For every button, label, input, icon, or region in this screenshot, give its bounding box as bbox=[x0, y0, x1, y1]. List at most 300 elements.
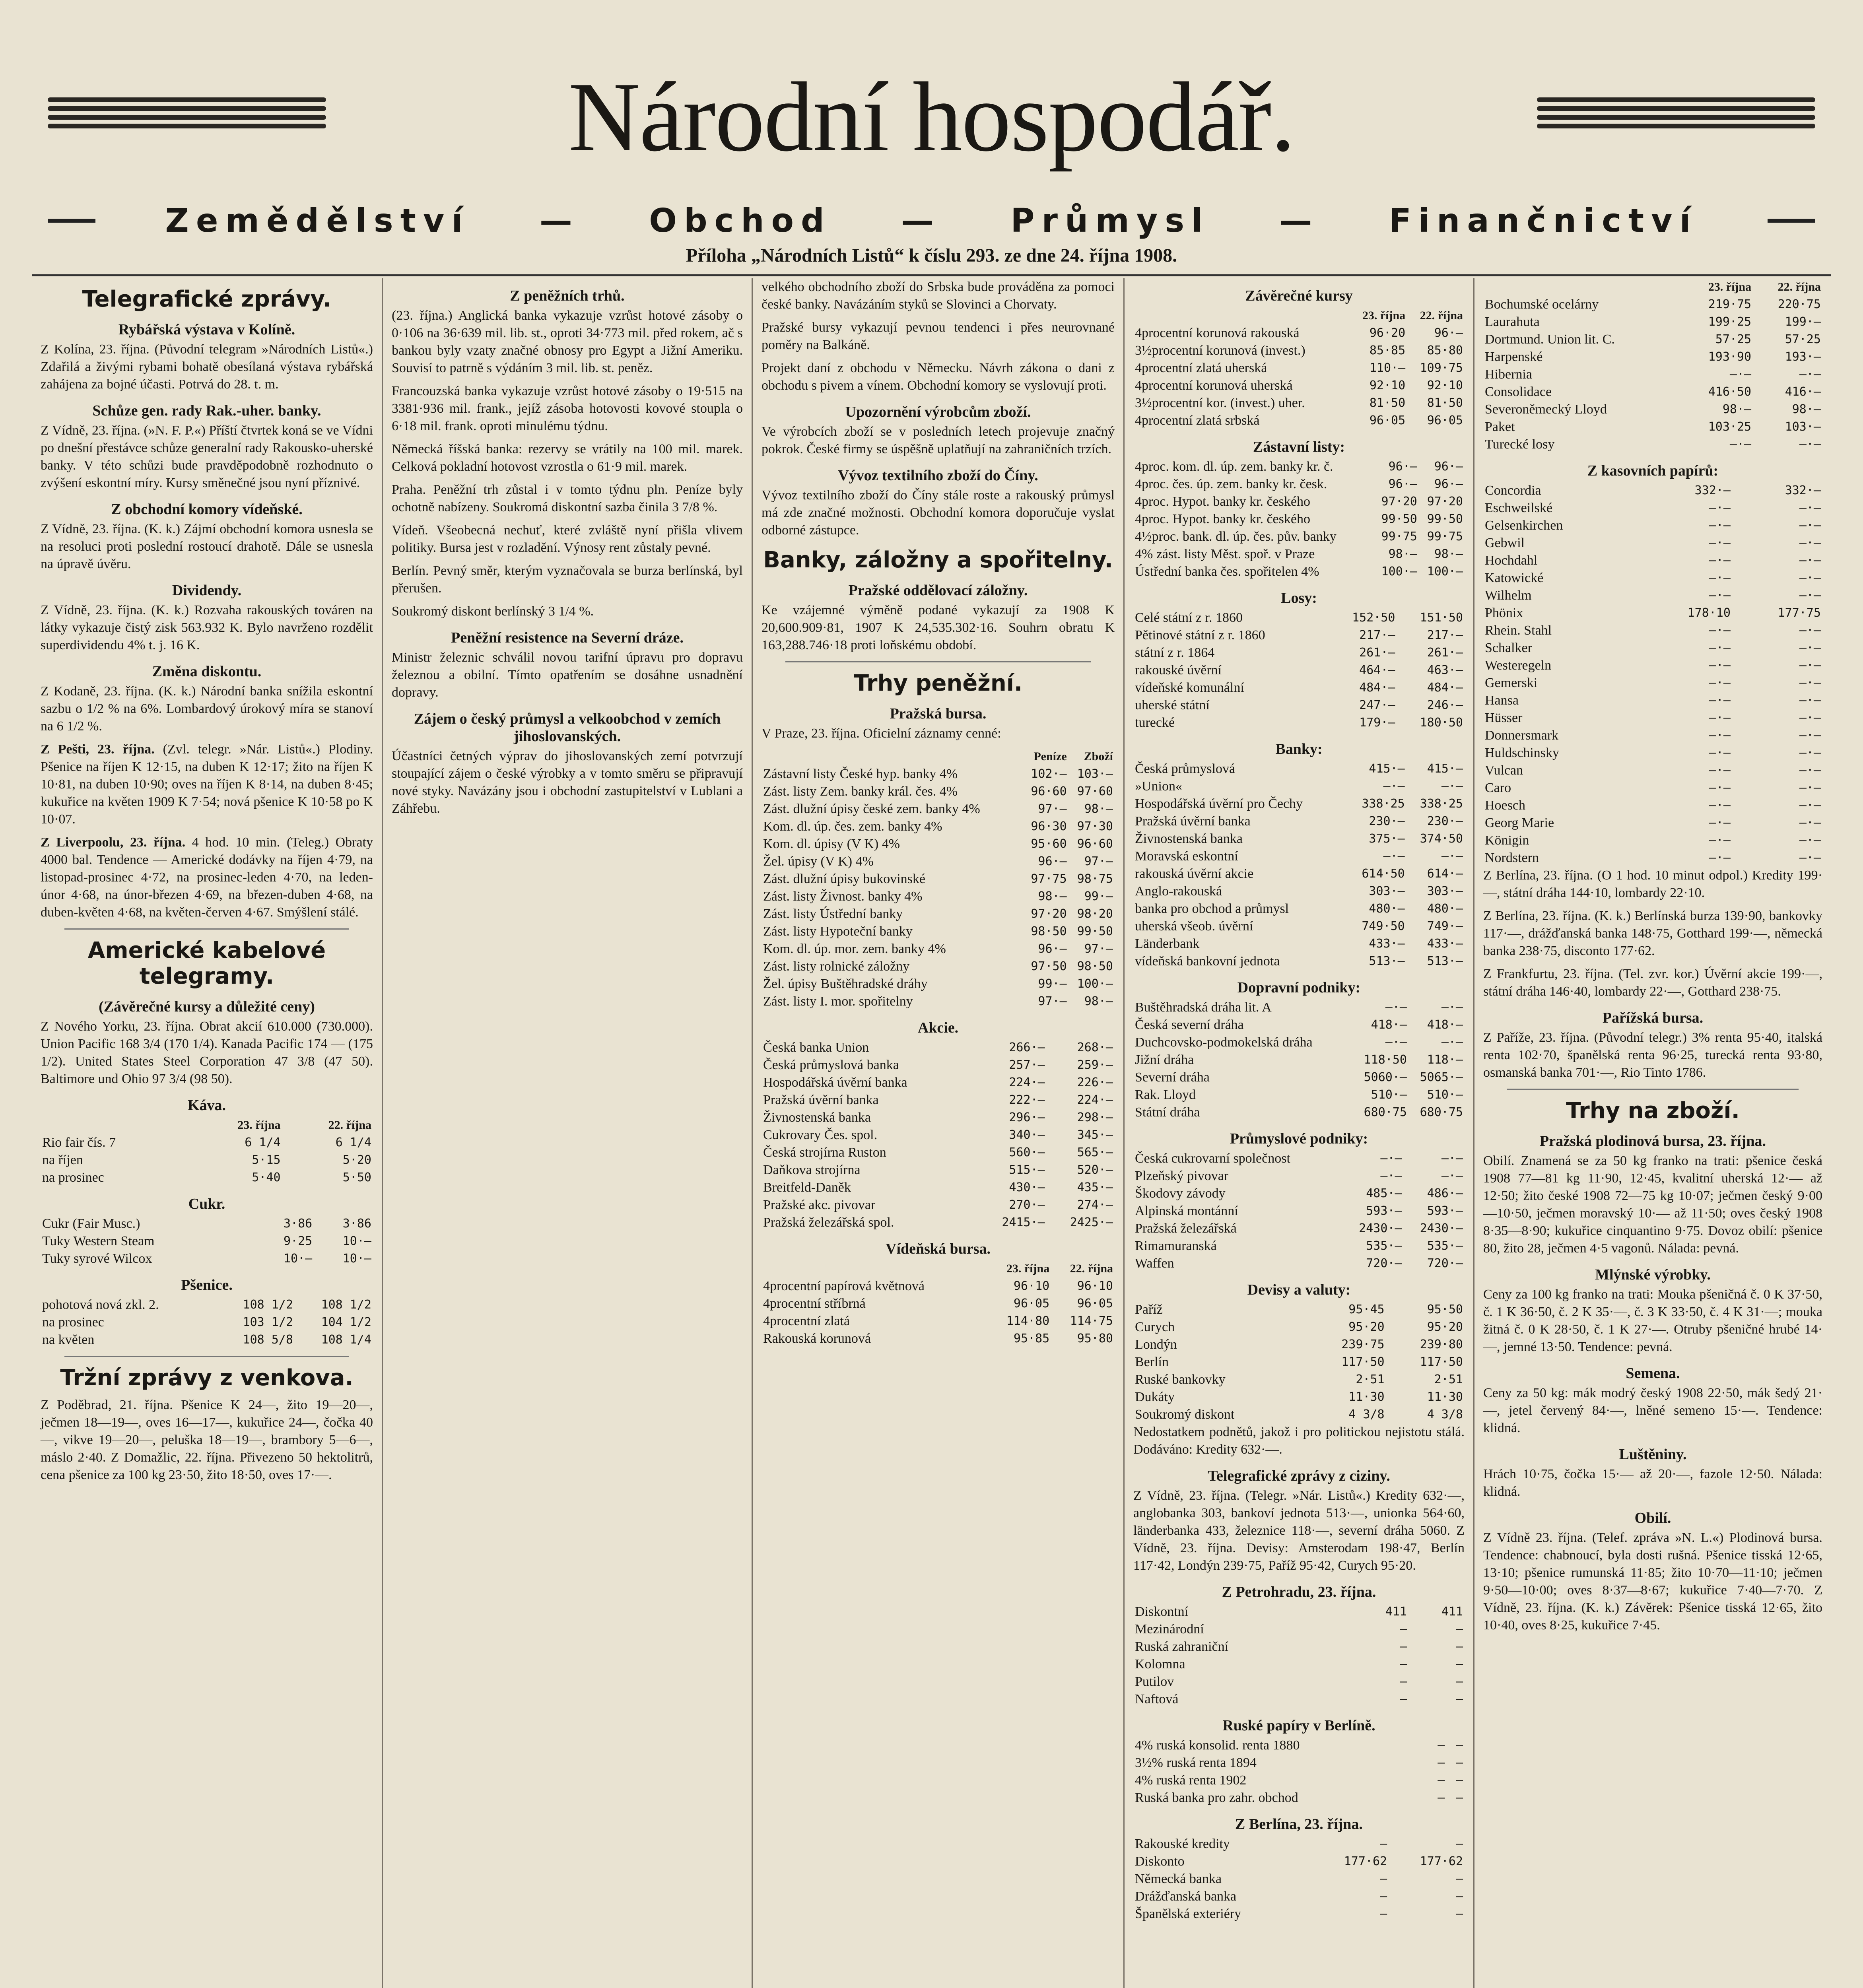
col-header: Zboží bbox=[1084, 750, 1113, 763]
section-rule bbox=[48, 219, 95, 223]
row-value: 118·— bbox=[1427, 1053, 1463, 1067]
table-row bbox=[1133, 1034, 1465, 1051]
row-value: 10·— bbox=[283, 1252, 313, 1266]
row-value: 5065·— bbox=[1420, 1070, 1463, 1084]
row-value: —·— bbox=[1441, 779, 1463, 793]
row-value: — bbox=[1455, 1640, 1463, 1654]
row-value: 99·— bbox=[1084, 889, 1113, 903]
news-lead: Z Liverpoolu, 23. října. bbox=[41, 835, 186, 850]
row-value: —·— bbox=[1709, 676, 1731, 690]
row-label: Berlín bbox=[1135, 1355, 1169, 1369]
table-header-row bbox=[762, 748, 1115, 765]
row-value: 411 bbox=[1385, 1605, 1407, 1619]
row-label: 3½procentní kor. (invest.) uher. bbox=[1135, 396, 1305, 410]
row-label: na prosinec bbox=[42, 1315, 104, 1330]
table-row bbox=[1133, 1905, 1465, 1923]
article-heading: Pražská plodinová bursa, 23. října. bbox=[1539, 1133, 1766, 1149]
article-paragraph: Z Vídně, 23. října. (Telegr. »Nár. Listů«.) Kredity 632·—, anglobanka 303, bankoví jednota 513·—, unionka 564·60, länderbanka 433, železnice 118·—, severní dráha 5060. Z Vídně, 23. října. Devisy: Amsterodam 198·47, Berlín 117·42, Londýn 239·75, Paříž 95·42, Curych 95·20. bbox=[1133, 1488, 1465, 1573]
row-label: Gebwil bbox=[1485, 536, 1525, 550]
article-heading: Telegrafické zprávy z ciziny. bbox=[1208, 1468, 1390, 1484]
row-label: na květen bbox=[42, 1332, 95, 1347]
row-value: 418·— bbox=[1427, 1018, 1463, 1032]
table-row bbox=[762, 1277, 1115, 1295]
row-value: 247·— bbox=[1359, 698, 1395, 712]
masthead-title: Národní hospodář. bbox=[568, 62, 1295, 172]
table-row bbox=[1483, 348, 1822, 366]
wheat-table bbox=[41, 1296, 373, 1349]
table-header-row bbox=[762, 1260, 1115, 1277]
row-label: Donnersmark bbox=[1485, 728, 1559, 743]
column-3 bbox=[752, 278, 1123, 1988]
row-value: — bbox=[1455, 1738, 1463, 1752]
row-value: 98·50 bbox=[1031, 924, 1067, 938]
row-value: 96·20 bbox=[1369, 326, 1406, 340]
row-value: —·— bbox=[1709, 711, 1731, 725]
row-label: Živnostenská banka bbox=[763, 1110, 871, 1125]
table-row bbox=[762, 870, 1115, 888]
row-value: 98·— bbox=[1792, 402, 1821, 416]
row-value: 9·25 bbox=[283, 1234, 313, 1248]
row-value: — bbox=[1399, 1692, 1407, 1706]
row-value: —·— bbox=[1441, 1035, 1463, 1049]
row-value: 10·— bbox=[342, 1252, 371, 1266]
currencies-table bbox=[1133, 1301, 1465, 1423]
row-label: Paket bbox=[1485, 419, 1515, 434]
table-row bbox=[1483, 657, 1822, 674]
row-value: 2·51 bbox=[1434, 1373, 1463, 1386]
row-value: 416·— bbox=[1785, 385, 1821, 399]
table-row bbox=[1133, 493, 1465, 511]
row-label: 4procentní papírová květnová bbox=[763, 1279, 925, 1293]
row-value: 5060·— bbox=[1364, 1070, 1407, 1084]
table-row bbox=[1483, 604, 1822, 622]
row-label: Severoněmecký Lloyd bbox=[1485, 402, 1607, 417]
row-value: 416·50 bbox=[1708, 385, 1752, 399]
row-value: — bbox=[1455, 1657, 1463, 1671]
row-value: 226·— bbox=[1077, 1076, 1113, 1089]
column-2 bbox=[382, 278, 752, 1988]
row-label: Severní dráha bbox=[1135, 1070, 1210, 1085]
row-value: 5·20 bbox=[342, 1153, 371, 1167]
section-dash: — bbox=[1279, 202, 1319, 240]
row-value: 230·— bbox=[1427, 814, 1463, 828]
row-value: —·— bbox=[1709, 781, 1731, 795]
row-value: 332·— bbox=[1694, 483, 1731, 497]
table-row bbox=[1483, 499, 1822, 517]
row-value: 96·— bbox=[1434, 460, 1463, 474]
table-row bbox=[762, 1295, 1115, 1312]
banks-table bbox=[1133, 760, 1465, 970]
table-row bbox=[1133, 679, 1465, 697]
article-paragraph: Z Paříže, 23. října. (Původní telegr.) 3% renta 95·40, italská renta 102·70, španělská renta 96·25, turecká renta 93·80, osmanská banka 701·—, Rio Tinto 1786. bbox=[1483, 1030, 1822, 1080]
row-label: Česká průmyslová banka bbox=[763, 1058, 899, 1072]
row-value: 593·— bbox=[1427, 1204, 1463, 1218]
row-value: —·— bbox=[1799, 693, 1821, 707]
row-value: —·— bbox=[1380, 1169, 1402, 1183]
table-row bbox=[762, 958, 1115, 975]
table-caption: Banky: bbox=[1275, 741, 1323, 757]
row-value: 96·— bbox=[1434, 326, 1463, 340]
row-value: 270·— bbox=[1009, 1198, 1045, 1212]
row-value: —·— bbox=[1709, 658, 1731, 672]
table-row bbox=[1483, 744, 1822, 762]
row-value: 95·50 bbox=[1427, 1303, 1463, 1316]
row-value: 85·80 bbox=[1427, 344, 1463, 357]
table-row bbox=[762, 905, 1115, 923]
table-row bbox=[1483, 709, 1822, 727]
row-value: — bbox=[1438, 1773, 1445, 1787]
row-value: 680·75 bbox=[1420, 1105, 1463, 1119]
row-label: Pražská železářská bbox=[1135, 1221, 1237, 1236]
row-value: 433·— bbox=[1369, 937, 1405, 951]
article-paragraph: (23. října.) Anglická banka vykazuje vzrůst hotové zásoby o 0·106 na 36·639 mil. lib. st., oproti 34·773 mil. před rokem, ač s bankou byly vzaty značné obnosy pro Egypt a Jižní Ameriku. Souvisí to patrně s výdáním 3 mil. lib. st. peněz. bbox=[392, 308, 743, 375]
row-label: Concordia bbox=[1485, 483, 1541, 498]
berlin-shares-table bbox=[1483, 278, 1822, 453]
table-row bbox=[1483, 482, 1822, 499]
table-row bbox=[762, 853, 1115, 870]
table-header-row bbox=[41, 1116, 373, 1134]
row-label: Caro bbox=[1485, 780, 1511, 795]
row-label: Zást. listy Hypoteční banky bbox=[763, 924, 913, 939]
row-value: —·— bbox=[1799, 676, 1821, 690]
row-value: 96·— bbox=[1434, 477, 1463, 491]
section-agriculture: Zemědělství bbox=[165, 202, 470, 240]
row-label: Zástavní listy České hyp. banky 4% bbox=[763, 767, 958, 781]
row-label: vídeňské komunální bbox=[1135, 680, 1244, 695]
row-value: 102·— bbox=[1031, 767, 1067, 781]
table-row bbox=[1133, 1301, 1465, 1318]
row-value: 96·10 bbox=[1013, 1279, 1050, 1293]
row-value: 97·30 bbox=[1077, 819, 1113, 833]
table-row bbox=[1483, 366, 1822, 383]
row-value: — bbox=[1399, 1622, 1407, 1636]
row-value: 180·50 bbox=[1420, 716, 1463, 730]
table-row bbox=[1133, 359, 1465, 377]
row-label: 4procentní korunová uherská bbox=[1135, 378, 1293, 393]
row-value: —·— bbox=[1380, 1151, 1402, 1165]
row-value: —·— bbox=[1709, 746, 1731, 760]
table-row bbox=[1133, 1255, 1465, 1272]
row-value: 220·75 bbox=[1778, 297, 1821, 311]
row-label: Státní dráha bbox=[1135, 1105, 1200, 1120]
article-paragraph: Německá říšská banka: rezervy se vrátily na 100 mil. marek. Celková pokladní hotovost vzrostla o 61·9 mil. marek. bbox=[392, 442, 743, 474]
row-value: 98·— bbox=[1084, 994, 1113, 1008]
row-value: 103·25 bbox=[1708, 420, 1752, 434]
table-row bbox=[762, 818, 1115, 835]
row-label: Hoesch bbox=[1485, 798, 1525, 813]
row-label: Pětinové státní z r. 1860 bbox=[1135, 628, 1265, 643]
table-caption: Cukr. bbox=[188, 1196, 225, 1212]
table-row bbox=[762, 1330, 1115, 1347]
row-value: —·— bbox=[1799, 536, 1821, 550]
row-value: —·— bbox=[1441, 1000, 1463, 1014]
row-value: 96·— bbox=[1038, 942, 1067, 956]
row-value: 298·— bbox=[1077, 1110, 1113, 1124]
table-row bbox=[1483, 622, 1822, 639]
row-value: —·— bbox=[1709, 763, 1731, 777]
table-row bbox=[1483, 383, 1822, 401]
row-label: Gelsenkirchen bbox=[1485, 518, 1563, 533]
row-label: Breitfeld-Daněk bbox=[763, 1180, 851, 1195]
table-row bbox=[762, 1179, 1115, 1196]
row-value: —·— bbox=[1385, 1000, 1407, 1014]
row-value: 464·— bbox=[1359, 663, 1395, 677]
table-row bbox=[1133, 1638, 1465, 1656]
row-value: —·— bbox=[1799, 501, 1821, 515]
table-row bbox=[762, 1056, 1115, 1074]
table-row bbox=[1133, 1016, 1465, 1034]
table-row bbox=[1133, 644, 1465, 662]
article-paragraph: Ceny za 50 kg: mák modrý český 1908 22·50, mák šedý 21·—, jetel červený 84·—, lněné semeno 15·—. Tendence: klidná. bbox=[1483, 1386, 1822, 1435]
row-value: 95·85 bbox=[1013, 1332, 1050, 1345]
row-label: Česká průmyslová bbox=[1135, 761, 1236, 776]
row-value: 415·— bbox=[1427, 762, 1463, 776]
row-label: Živnostenská banka bbox=[1135, 831, 1243, 846]
row-label: Cukr (Fair Musc.) bbox=[42, 1216, 140, 1231]
row-label: Phönix bbox=[1485, 606, 1523, 620]
row-value: 257·— bbox=[1009, 1058, 1045, 1072]
table-row bbox=[1483, 674, 1822, 692]
row-label: pohotová nová zkl. 2. bbox=[42, 1297, 159, 1312]
row-value: —·— bbox=[1729, 437, 1752, 451]
row-value: 81·50 bbox=[1427, 396, 1463, 410]
row-value: 332·— bbox=[1785, 483, 1821, 497]
table-row bbox=[1133, 1051, 1465, 1069]
row-label: Bochumské ocelárny bbox=[1485, 297, 1599, 312]
table-row bbox=[1133, 760, 1465, 778]
article-paragraph: Projekt daní z obchodu v Německu. Návrh zákona o dani z obchodu s pivem a vínem. Obchodní komory se vyslovují proti. bbox=[762, 361, 1115, 393]
table-row bbox=[1483, 727, 1822, 744]
row-value: —·— bbox=[1799, 781, 1821, 795]
row-value: 177·75 bbox=[1778, 606, 1821, 620]
row-label: Vulcan bbox=[1485, 763, 1523, 778]
table-row bbox=[1483, 797, 1822, 814]
row-value: —·— bbox=[1799, 571, 1821, 585]
row-value: 193·90 bbox=[1708, 350, 1752, 364]
row-label: Kolomna bbox=[1135, 1657, 1185, 1672]
table-row bbox=[1483, 814, 1822, 832]
row-value: 11·30 bbox=[1427, 1390, 1463, 1404]
row-label: turecké bbox=[1135, 715, 1175, 730]
row-label: Rak. Lloyd bbox=[1135, 1087, 1196, 1102]
divider bbox=[785, 661, 1091, 662]
row-label: 3½procentní korunová (invest.) bbox=[1135, 343, 1305, 358]
article-heading: Upozornění výrobcům zboží. bbox=[845, 404, 1031, 420]
article-heading: Pražské oddělovací záložny. bbox=[848, 582, 1028, 599]
table-row bbox=[1133, 900, 1465, 918]
table-row bbox=[1133, 394, 1465, 412]
row-label: 4proc. kom. dl. úp. zem. banky kr. č. bbox=[1135, 459, 1333, 474]
table-caption: Pšenice. bbox=[181, 1277, 233, 1293]
row-value: 100·— bbox=[1381, 565, 1417, 579]
row-value: 535·— bbox=[1427, 1239, 1463, 1253]
article-paragraph: Vývoz textilního zboží do Číny stále roste a rakouský průmysl má zde značné možnosti. Obchodní komora doporučuje vyslat odborné zástupce. bbox=[762, 488, 1115, 538]
berlin-table bbox=[1133, 1835, 1465, 1923]
table-row bbox=[1483, 331, 1822, 348]
table-row bbox=[1133, 1353, 1465, 1371]
supplement-line: Příloha „Národních Listů“ k číslu 293. ze dne 24. října 1908. bbox=[686, 245, 1177, 266]
table-row bbox=[1133, 563, 1465, 580]
row-value: —·— bbox=[1441, 1151, 1463, 1165]
row-value: 81·50 bbox=[1369, 396, 1406, 410]
row-value: 152·50 bbox=[1352, 611, 1395, 625]
row-value: 118·50 bbox=[1364, 1053, 1407, 1067]
row-label: Kom. dl. úp. čes. zem. banky 4% bbox=[763, 819, 942, 834]
row-label: Zást. listy Živnost. banky 4% bbox=[763, 889, 923, 904]
table-row bbox=[1133, 1835, 1465, 1853]
row-value: — bbox=[1455, 1791, 1463, 1805]
row-label: Pražská železářská spol. bbox=[763, 1215, 894, 1230]
table-row bbox=[1133, 883, 1465, 900]
table-row bbox=[1133, 918, 1465, 935]
table-caption: Káva. bbox=[187, 1097, 226, 1114]
table-row bbox=[762, 993, 1115, 1010]
row-value: 97·— bbox=[1038, 994, 1067, 1008]
table-caption: Z Petrohradu, 23. října. bbox=[1222, 1584, 1376, 1600]
row-label: Huldschinsky bbox=[1485, 746, 1559, 760]
table-row bbox=[762, 765, 1115, 783]
table-row bbox=[1483, 296, 1822, 313]
row-value: —·— bbox=[1799, 763, 1821, 777]
row-label: rakouská úvěrní akcie bbox=[1135, 866, 1254, 881]
table-row bbox=[1133, 528, 1465, 546]
row-value: —·— bbox=[1799, 728, 1821, 742]
table-row bbox=[762, 888, 1115, 905]
row-value: 2430·— bbox=[1420, 1221, 1463, 1235]
row-label: 4procentní zlatá bbox=[763, 1314, 850, 1328]
row-value: —·— bbox=[1799, 588, 1821, 602]
table-row bbox=[1133, 1656, 1465, 1673]
row-value: —·— bbox=[1799, 711, 1821, 725]
row-value: 99·— bbox=[1038, 977, 1067, 991]
row-value: 179·— bbox=[1359, 716, 1395, 730]
row-label: Hochdahl bbox=[1485, 553, 1538, 568]
row-label: 4proc. Hypot. banky kr. českého bbox=[1135, 494, 1310, 509]
industry-table bbox=[1133, 1150, 1465, 1272]
news-text: Z Poděbrad, 21. října. Pšenice K 24—, žito 19—20—, ječmen 18—19—, oves 16—17—, kukuřice 24—, čočka 40—, vikve 19—20—, peluška 18—19—, brambory 5—6—, máslo 2·40. Z Domažlic, 22. října. Přivezeno 50 hektolitrů, cena pšenice za 100 kg 23·50, žito 18·50, oves 17·—. bbox=[41, 1398, 373, 1482]
row-value: —·— bbox=[1799, 798, 1821, 812]
table-row bbox=[1133, 1104, 1465, 1121]
table-row bbox=[1133, 1150, 1465, 1167]
row-value: 485·— bbox=[1366, 1186, 1402, 1200]
russian-papers-table bbox=[1133, 1737, 1465, 1807]
news-title: Rybářská výstava v Kolíně. bbox=[118, 321, 295, 338]
row-label: Drážďanská banka bbox=[1135, 1889, 1237, 1904]
row-value: — bbox=[1399, 1675, 1407, 1689]
row-value: 749·50 bbox=[1362, 919, 1405, 933]
row-value: — bbox=[1455, 1907, 1463, 1921]
row-value: 418·— bbox=[1371, 1018, 1407, 1032]
row-value: 97·20 bbox=[1427, 495, 1463, 509]
table-row bbox=[1133, 1371, 1465, 1388]
us-cable-subheading: (Závěrečné kursy a důležité ceny) bbox=[99, 998, 315, 1015]
row-value: 96·05 bbox=[1427, 414, 1463, 427]
row-label: Putilov bbox=[1135, 1674, 1174, 1689]
row-value: 199·— bbox=[1785, 315, 1821, 329]
row-value: 103·— bbox=[1785, 420, 1821, 434]
col-header: 22. října bbox=[1778, 280, 1821, 293]
news-title: Dividendy. bbox=[172, 582, 242, 599]
sugar-table bbox=[41, 1215, 373, 1268]
row-value: 217·— bbox=[1427, 628, 1463, 642]
row-value: —·— bbox=[1799, 518, 1821, 532]
row-value: —·— bbox=[1709, 501, 1731, 515]
row-label: Česká severní dráha bbox=[1135, 1017, 1244, 1032]
row-label: Daňkova strojírna bbox=[763, 1163, 861, 1177]
news-text: Z Vídně, 23. října. (K. k.) Zájmí obchodní komora usnesla se na resoluci proti poslední rostoucí drahotě. Dále se usnesla na úpravě úvěru. bbox=[41, 522, 373, 571]
table-caption: Losy: bbox=[1281, 590, 1317, 606]
row-value: —·— bbox=[1709, 798, 1731, 812]
article-paragraph: Vídeň. Všeobecná nechuť, které zvláště nyní přišla vlivem politiky. Bursa jest v rozladění. Výnosy rent zůstaly pevné. bbox=[392, 523, 743, 555]
table-row bbox=[1133, 848, 1465, 865]
row-value: — bbox=[1455, 1773, 1463, 1787]
row-label: Zást. dlužní úpisy české zem. banky 4% bbox=[763, 802, 980, 816]
row-value: 108 1/2 bbox=[321, 1298, 371, 1312]
row-value: 114·80 bbox=[1006, 1314, 1050, 1328]
row-label: Jižní dráha bbox=[1135, 1052, 1194, 1067]
row-label: Hüsser bbox=[1485, 711, 1523, 725]
row-value: 261·— bbox=[1427, 646, 1463, 660]
row-value: 96·05 bbox=[1013, 1297, 1050, 1310]
prague-exchange-table bbox=[762, 748, 1115, 1010]
table-row bbox=[1133, 1603, 1465, 1621]
news-lead: Z Pešti, 23. října. bbox=[41, 742, 155, 757]
telegraphic-news-heading: Telegrafické zprávy. bbox=[82, 286, 332, 312]
table-row bbox=[1483, 436, 1822, 453]
row-value: 117·50 bbox=[1341, 1355, 1385, 1369]
row-value: —·— bbox=[1799, 623, 1821, 637]
row-label: Waffen bbox=[1135, 1256, 1174, 1271]
row-value: 95·20 bbox=[1427, 1320, 1463, 1334]
row-value: —·— bbox=[1709, 518, 1731, 532]
table-row bbox=[1133, 1237, 1465, 1255]
row-label: Hospodářská úvěrní banka bbox=[763, 1075, 907, 1090]
table-row bbox=[762, 1039, 1115, 1056]
row-value: — bbox=[1438, 1756, 1445, 1770]
row-value: —·— bbox=[1799, 553, 1821, 567]
exchange-heading: Pražská bursa. bbox=[890, 705, 987, 722]
row-label: 4½proc. bank. dl. úp. čes. pův. banky bbox=[1135, 529, 1337, 544]
row-label: Wilhelm bbox=[1485, 588, 1532, 603]
column-1 bbox=[32, 278, 382, 1988]
row-value: 100·— bbox=[1077, 977, 1113, 991]
news-text: Z Vídně, 23. října. (K. k.) Rozvaha rakouských továren na látky vykazuje čistý zisk 563.932 K. Bylo navrženo rozdělit superdividendu 4% t. j. 16 K. bbox=[41, 603, 373, 652]
row-value: 415·— bbox=[1369, 762, 1405, 776]
row-value: 117·50 bbox=[1420, 1355, 1463, 1369]
row-value: 5·50 bbox=[342, 1171, 371, 1184]
table-row bbox=[1133, 778, 1465, 795]
row-label: Celé státní z r. 1860 bbox=[1135, 610, 1243, 625]
row-value: —·— bbox=[1709, 553, 1731, 567]
table-row bbox=[762, 800, 1115, 818]
row-value: 96·60 bbox=[1077, 837, 1113, 851]
row-label: Česká cukrovarní společnost bbox=[1135, 1151, 1290, 1166]
table-row bbox=[1483, 517, 1822, 534]
row-value: 99·75 bbox=[1381, 530, 1417, 544]
row-value: 593·— bbox=[1366, 1204, 1402, 1218]
row-value: 259·— bbox=[1077, 1058, 1113, 1072]
row-label: Königin bbox=[1485, 833, 1529, 848]
table-row bbox=[1133, 1772, 1465, 1789]
row-value: 178·10 bbox=[1687, 606, 1731, 620]
table-header-row bbox=[1483, 278, 1822, 296]
table-header-row bbox=[1133, 307, 1465, 324]
row-label: Curych bbox=[1135, 1320, 1175, 1334]
table-row bbox=[1133, 865, 1465, 883]
article-heading: Z peněžních trhů. bbox=[510, 287, 625, 304]
row-value: — bbox=[1380, 1872, 1387, 1886]
row-label: Turecké losy bbox=[1485, 437, 1555, 452]
